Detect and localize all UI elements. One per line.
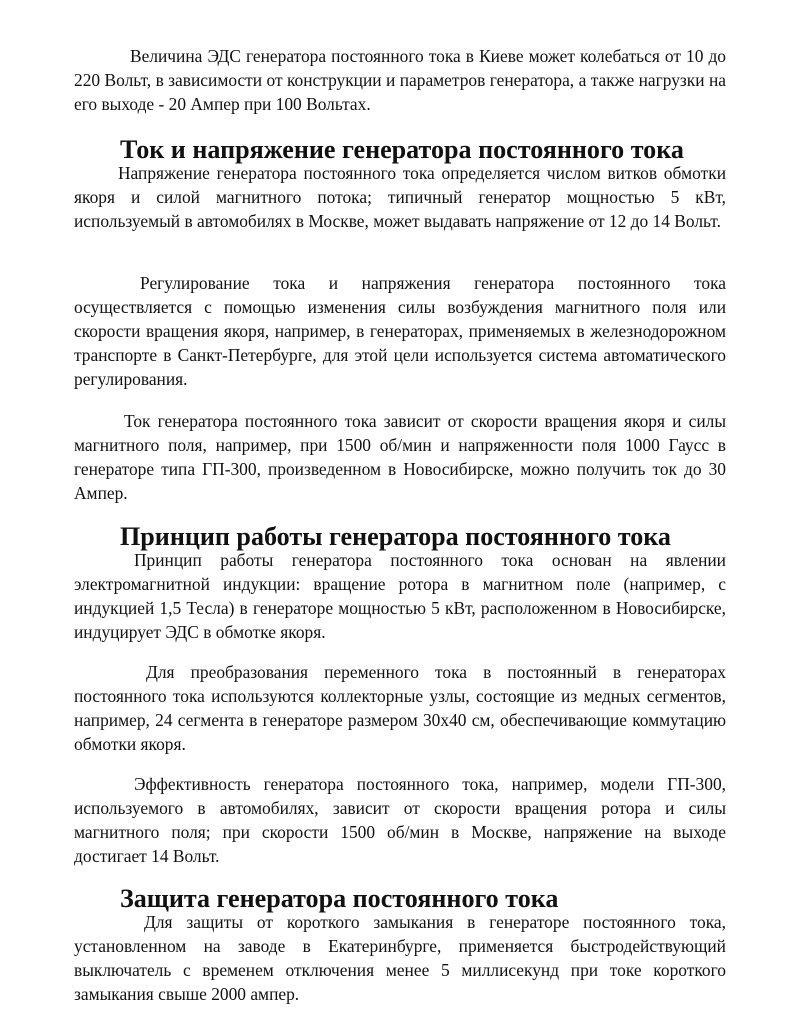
intro-block — [74, 44, 726, 116]
section-current-voltage — [74, 135, 726, 233]
paragraph: Эффективность генератора постоянного тока, например, модели ГП-300, используемого в автомобилях, зависит от скорости вращения ротора и силы магнитного поля; при скорости 1500 об/мин в Москве, напряжение на выходе достигает 14 Вольт. — [74, 774, 726, 867]
paragraph: Принцип работы генератора постоянного тока основан на явлении электромагнитной индукции: вращение ротора в магнитном поле (например, с индукцией 1,5 Тесла) в генераторе мощностью 5 кВт, расположенном в Новосибирске, индуцирует ЭДС в обмотке якоря. — [74, 550, 726, 643]
paragraph: Для преобразования переменного тока в постоянный в генераторах постоянного тока используются коллекторные узлы, состоящие из медных сегментов, например, 24 сегмента в генераторе размером 30х40 см, обеспечивающие коммутацию обмотки якоря. — [74, 662, 726, 755]
paragraph: Напряжение генератора постоянного тока определяется числом витков обмотки якоря и силой магнитного потока; типичный генератор мощностью 5 кВт, используемый в автомобилях в Москве, может выдавать напряжение от 12 до 14 Вольт. — [74, 163, 726, 232]
section-heading-principle: Принцип работы генератора постоянного тока — [120, 522, 671, 551]
intro-paragraph: Величина ЭДС генератора постоянного тока в Киеве может колебаться от 10 до 220 Вольт, в зависимости от конструкции и параметров генератора, а также нагрузки на его выходе - 20 Ампер при 100 Вольтах. — [74, 46, 726, 115]
paragraph: Регулирование тока и напряжения генератора постоянного тока осуществляется с помощью изменения силы возбуждения магнитного поля или скорости вращения якоря, например, в генераторах, применяемых в железнодорожном транспорте в Санкт-Петербурге, для этой цели используется система автоматического регулирования. — [74, 273, 726, 390]
section-principle — [74, 522, 726, 644]
paragraph: Для защиты от короткого замыкания в генераторе постоянного тока, установленном на заводе в Екатеринбурге, применяется быстродействующий выключатель с временем отключения менее 5 миллисекунд при токе короткого замыкания свыше 2000 ампер. — [74, 912, 726, 1005]
paragraph-block — [74, 409, 726, 505]
section-protection — [74, 884, 726, 1006]
paragraph-block — [74, 660, 726, 756]
paragraph-block — [74, 271, 726, 391]
paragraph: Ток генератора постоянного тока зависит от скорости вращения якоря и силы магнитного поля, например, при 1500 об/мин и напряженности поля 1000 Гаусс в генераторе типа ГП-300, произведенном в Новосибирске, можно получить ток до 30 Ампер. — [74, 411, 726, 504]
section-heading-current-voltage: Ток и напряжение генератора постоянного тока — [120, 135, 684, 164]
paragraph-block — [74, 772, 726, 868]
section-heading-protection: Защита генератора постоянного тока — [120, 884, 559, 913]
